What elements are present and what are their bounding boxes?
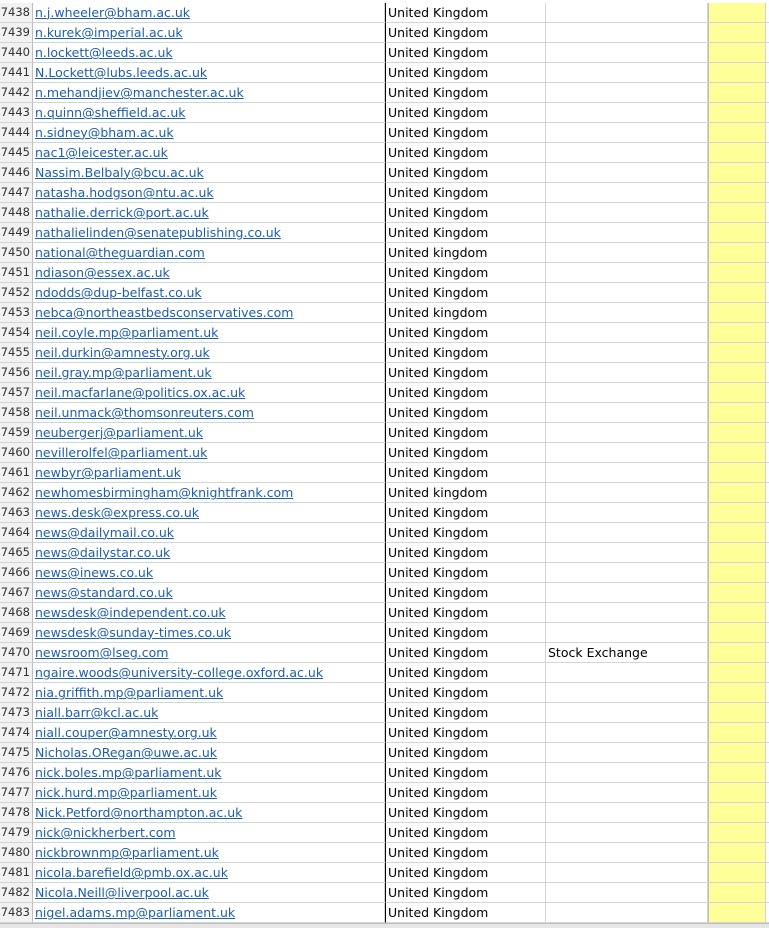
table-row xyxy=(0,843,769,863)
organization-cell[interactable] xyxy=(546,123,708,143)
organization-cell[interactable] xyxy=(546,143,708,163)
table-row xyxy=(0,463,769,483)
table-row xyxy=(0,383,769,403)
organization-cell[interactable] xyxy=(546,883,708,903)
table-row xyxy=(0,363,769,383)
table-row xyxy=(0,23,769,43)
row-number[interactable]: 7469 xyxy=(0,623,33,643)
row-number[interactable]: 7456 xyxy=(0,363,33,383)
table-row xyxy=(0,663,769,683)
table-row xyxy=(0,723,769,743)
country-cell[interactable]: United Kingdom xyxy=(385,663,546,683)
country-cell[interactable]: United Kingdom xyxy=(385,843,546,863)
highlighted-cell[interactable] xyxy=(708,423,766,443)
country-cell[interactable]: United Kingdom xyxy=(385,603,546,623)
organization-cell[interactable] xyxy=(546,63,708,83)
organization-cell[interactable] xyxy=(546,403,708,423)
email-cell[interactable]: neil.gray.mp@parliament.uk xyxy=(33,363,385,383)
organization-cell[interactable] xyxy=(546,683,708,703)
highlighted-cell[interactable] xyxy=(708,303,766,323)
table-row xyxy=(0,883,769,903)
country-cell[interactable]: United Kingdom xyxy=(385,363,546,383)
organization-cell[interactable] xyxy=(546,903,708,923)
email-cell[interactable]: national@theguardian.com xyxy=(33,243,385,263)
organization-cell[interactable] xyxy=(546,823,708,843)
country-cell[interactable]: United Kingdom xyxy=(385,743,546,763)
highlighted-cell[interactable] xyxy=(708,883,766,903)
row-number[interactable]: 7472 xyxy=(0,683,33,703)
table-row xyxy=(0,443,769,463)
email-cell[interactable]: nick.boles.mp@parliament.uk xyxy=(33,763,385,783)
table-row xyxy=(0,863,769,883)
country-cell[interactable]: United Kingdom xyxy=(385,783,546,803)
table-row xyxy=(0,183,769,203)
row-number[interactable]: 7458 xyxy=(0,403,33,423)
organization-cell[interactable] xyxy=(546,383,708,403)
email-cell[interactable]: nathalie.derrick@port.ac.uk xyxy=(33,203,385,223)
email-cell[interactable]: niall.couper@amnesty.org.uk xyxy=(33,723,385,743)
country-cell[interactable]: United Kingdom xyxy=(385,803,546,823)
email-cell[interactable]: ndiason@essex.ac.uk xyxy=(33,263,385,283)
email-cell[interactable]: n.j.wheeler@bham.ac.uk xyxy=(33,3,385,23)
country-cell[interactable]: United Kingdom xyxy=(385,123,546,143)
table-row xyxy=(0,763,769,783)
country-cell[interactable]: United kingdom xyxy=(385,483,546,503)
highlighted-cell[interactable] xyxy=(708,683,766,703)
country-cell[interactable]: United Kingdom xyxy=(385,863,546,883)
email-cell[interactable]: natasha.hodgson@ntu.ac.uk xyxy=(33,183,385,203)
row-number[interactable]: 7448 xyxy=(0,203,33,223)
email-cell[interactable]: news@dailystar.co.uk xyxy=(33,543,385,563)
email-cell[interactable]: news@standard.co.uk xyxy=(33,583,385,603)
highlighted-cell[interactable] xyxy=(708,763,766,783)
row-number[interactable]: 7483 xyxy=(0,903,33,923)
email-cell[interactable]: n.quinn@sheffield.ac.uk xyxy=(33,103,385,123)
country-cell[interactable]: United Kingdom xyxy=(385,143,546,163)
row-number[interactable]: 7457 xyxy=(0,383,33,403)
highlighted-cell[interactable] xyxy=(708,843,766,863)
highlighted-cell[interactable] xyxy=(708,463,766,483)
table-row xyxy=(0,523,769,543)
table-row xyxy=(0,643,769,663)
row-number[interactable]: 7473 xyxy=(0,703,33,723)
email-cell[interactable]: nia.griffith.mp@parliament.uk xyxy=(33,683,385,703)
country-cell[interactable]: United Kingdom xyxy=(385,103,546,123)
email-cell[interactable]: n.sidney@bham.ac.uk xyxy=(33,123,385,143)
table-row xyxy=(0,303,769,323)
table-row xyxy=(0,903,769,923)
organization-cell[interactable] xyxy=(546,243,708,263)
row-number[interactable]: 7474 xyxy=(0,723,33,743)
email-cell[interactable]: niall.barr@kcl.ac.uk xyxy=(33,703,385,723)
organization-cell[interactable] xyxy=(546,163,708,183)
organization-cell[interactable] xyxy=(546,83,708,103)
organization-cell[interactable] xyxy=(546,363,708,383)
organization-cell[interactable]: Stock Exchange xyxy=(546,643,708,663)
table-row xyxy=(0,103,769,123)
table-row xyxy=(0,163,769,183)
organization-cell[interactable] xyxy=(546,23,708,43)
highlighted-cell[interactable] xyxy=(708,223,766,243)
country-cell[interactable]: United Kingdom xyxy=(385,183,546,203)
row-number[interactable]: 7481 xyxy=(0,863,33,883)
table-row xyxy=(0,683,769,703)
organization-cell[interactable] xyxy=(546,263,708,283)
table-row xyxy=(0,283,769,303)
country-cell[interactable]: United Kingdom xyxy=(385,423,546,443)
email-cell[interactable]: ndodds@dup-belfast.co.uk xyxy=(33,283,385,303)
country-cell[interactable]: United Kingdom xyxy=(385,623,546,643)
organization-cell[interactable] xyxy=(546,543,708,563)
country-cell[interactable]: United Kingdom xyxy=(385,583,546,603)
table-row xyxy=(0,83,769,103)
email-cell[interactable]: ngaire.woods@university-college.oxford.ac.uk xyxy=(33,663,385,683)
country-cell[interactable]: United Kingdom xyxy=(385,83,546,103)
organization-cell[interactable] xyxy=(546,423,708,443)
organization-cell[interactable] xyxy=(546,843,708,863)
country-cell[interactable]: United Kingdom xyxy=(385,3,546,23)
table-row xyxy=(0,543,769,563)
row-number[interactable]: 7451 xyxy=(0,263,33,283)
highlighted-cell[interactable] xyxy=(708,343,766,363)
table-row xyxy=(0,343,769,363)
highlighted-cell[interactable] xyxy=(708,243,766,263)
country-cell[interactable]: United Kingdom xyxy=(385,683,546,703)
highlighted-cell[interactable] xyxy=(708,663,766,683)
row-number[interactable]: 7478 xyxy=(0,803,33,823)
table-row xyxy=(0,823,769,843)
row-number[interactable]: 7440 xyxy=(0,43,33,63)
highlighted-cell[interactable] xyxy=(708,123,766,143)
row-number[interactable]: 7443 xyxy=(0,103,33,123)
table-row xyxy=(0,623,769,643)
email-cell[interactable]: neil.unmack@thomsonreuters.com xyxy=(33,403,385,423)
email-cell[interactable]: n.kurek@imperial.ac.uk xyxy=(33,23,385,43)
highlighted-cell[interactable] xyxy=(708,583,766,603)
row-number[interactable]: 7439 xyxy=(0,23,33,43)
email-cell[interactable]: nathalielinden@senatepublishing.co.uk xyxy=(33,223,385,243)
highlighted-cell[interactable] xyxy=(708,443,766,463)
country-cell[interactable]: United Kingdom xyxy=(385,403,546,423)
organization-cell[interactable] xyxy=(546,103,708,123)
country-cell[interactable]: United Kingdom xyxy=(385,503,546,523)
table-row xyxy=(0,783,769,803)
email-cell[interactable]: Nicola.Neill@liverpool.ac.uk xyxy=(33,883,385,903)
table-row xyxy=(0,143,769,163)
table-row xyxy=(0,603,769,623)
table-row xyxy=(0,43,769,63)
organization-cell[interactable] xyxy=(546,223,708,243)
highlighted-cell[interactable] xyxy=(708,803,766,823)
row-number[interactable]: 7449 xyxy=(0,223,33,243)
highlighted-cell[interactable] xyxy=(708,103,766,123)
table-row xyxy=(0,563,769,583)
row-number[interactable]: 7471 xyxy=(0,663,33,683)
organization-cell[interactable] xyxy=(546,43,708,63)
row-number[interactable]: 7477 xyxy=(0,783,33,803)
country-cell[interactable]: United Kingdom xyxy=(385,543,546,563)
highlighted-cell[interactable] xyxy=(708,643,766,663)
email-cell[interactable]: neil.coyle.mp@parliament.uk xyxy=(33,323,385,343)
row-number[interactable]: 7453 xyxy=(0,303,33,323)
highlighted-cell[interactable] xyxy=(708,823,766,843)
email-cell[interactable]: newsdesk@independent.co.uk xyxy=(33,603,385,623)
row-number[interactable]: 7470 xyxy=(0,643,33,663)
highlighted-cell[interactable] xyxy=(708,863,766,883)
row-number[interactable]: 7476 xyxy=(0,763,33,783)
highlighted-cell[interactable] xyxy=(708,523,766,543)
table-row xyxy=(0,483,769,503)
table-row xyxy=(0,223,769,243)
row-number[interactable]: 7480 xyxy=(0,843,33,863)
email-cell[interactable]: nick@nickherbert.com xyxy=(33,823,385,843)
email-cell[interactable]: nick.hurd.mp@parliament.uk xyxy=(33,783,385,803)
email-cell[interactable]: nebca@northeastbedsconservatives.com xyxy=(33,303,385,323)
country-cell[interactable]: United Kingdom xyxy=(385,23,546,43)
table-row xyxy=(0,703,769,723)
highlighted-cell[interactable] xyxy=(708,903,766,923)
row-number[interactable]: 7447 xyxy=(0,183,33,203)
organization-cell[interactable] xyxy=(546,583,708,603)
table-row xyxy=(0,123,769,143)
table-row xyxy=(0,743,769,763)
organization-cell[interactable] xyxy=(546,623,708,643)
row-number[interactable]: 7468 xyxy=(0,603,33,623)
row-number[interactable]: 7479 xyxy=(0,823,33,843)
organization-cell[interactable] xyxy=(546,483,708,503)
country-cell[interactable]: United Kingdom xyxy=(385,443,546,463)
table-row xyxy=(0,803,769,823)
table-row xyxy=(0,423,769,443)
country-cell[interactable]: United Kingdom xyxy=(385,523,546,543)
organization-cell[interactable] xyxy=(546,783,708,803)
organization-cell[interactable] xyxy=(546,563,708,583)
row-number[interactable]: 7450 xyxy=(0,243,33,263)
row-number[interactable]: 7454 xyxy=(0,323,33,343)
email-cell[interactable]: n.mehandjiev@manchester.ac.uk xyxy=(33,83,385,103)
email-cell[interactable]: newhomesbirmingham@knightfrank.com xyxy=(33,483,385,503)
row-number[interactable]: 7452 xyxy=(0,283,33,303)
highlighted-cell[interactable] xyxy=(708,23,766,43)
organization-cell[interactable] xyxy=(546,3,708,23)
country-cell[interactable]: United kingdom xyxy=(385,243,546,263)
row-number[interactable]: 7463 xyxy=(0,503,33,523)
email-cell[interactable]: newsdesk@sunday-times.co.uk xyxy=(33,623,385,643)
row-number[interactable]: 7475 xyxy=(0,743,33,763)
highlighted-cell[interactable] xyxy=(708,743,766,763)
email-cell[interactable]: neil.durkin@amnesty.org.uk xyxy=(33,343,385,363)
table-row xyxy=(0,323,769,343)
highlighted-cell[interactable] xyxy=(708,163,766,183)
highlighted-cell[interactable] xyxy=(708,603,766,623)
row-number[interactable]: 7445 xyxy=(0,143,33,163)
row-number[interactable]: 7482 xyxy=(0,883,33,903)
table-row xyxy=(0,63,769,83)
row-number[interactable]: 7462 xyxy=(0,483,33,503)
email-cell[interactable]: neubergerj@parliament.uk xyxy=(33,423,385,443)
row-number[interactable]: 7461 xyxy=(0,463,33,483)
country-cell[interactable]: United Kingdom xyxy=(385,563,546,583)
email-cell[interactable]: n.lockett@leeds.ac.uk xyxy=(33,43,385,63)
highlighted-cell[interactable] xyxy=(708,403,766,423)
table-row xyxy=(0,263,769,283)
highlighted-cell[interactable] xyxy=(708,723,766,743)
table-row xyxy=(0,203,769,223)
country-cell[interactable]: United Kingdom xyxy=(385,643,546,663)
email-cell[interactable]: nicola.barefield@pmb.ox.ac.uk xyxy=(33,863,385,883)
email-cell[interactable]: neil.macfarlane@politics.ox.ac.uk xyxy=(33,383,385,403)
email-cell[interactable]: Nicholas.ORegan@uwe.ac.uk xyxy=(33,743,385,763)
row-number[interactable]: 7467 xyxy=(0,583,33,603)
organization-cell[interactable] xyxy=(546,603,708,623)
country-cell[interactable]: United Kingdom xyxy=(385,43,546,63)
country-cell[interactable]: United Kingdom xyxy=(385,63,546,83)
highlighted-cell[interactable] xyxy=(708,623,766,643)
country-cell[interactable]: United Kingdom xyxy=(385,703,546,723)
organization-cell[interactable] xyxy=(546,523,708,543)
highlighted-cell[interactable] xyxy=(708,3,766,23)
sheet-bottom-edge xyxy=(0,923,769,928)
highlighted-cell[interactable] xyxy=(708,143,766,163)
country-cell[interactable]: United Kingdom xyxy=(385,883,546,903)
highlighted-cell[interactable] xyxy=(708,563,766,583)
highlighted-cell[interactable] xyxy=(708,703,766,723)
highlighted-cell[interactable] xyxy=(708,83,766,103)
email-cell[interactable]: newsroom@lseg.com xyxy=(33,643,385,663)
row-number[interactable]: 7459 xyxy=(0,423,33,443)
row-number[interactable]: 7455 xyxy=(0,343,33,363)
table-row xyxy=(0,403,769,423)
organization-cell[interactable] xyxy=(546,763,708,783)
email-cell[interactable]: nac1@leicester.ac.uk xyxy=(33,143,385,163)
email-cell[interactable]: nevillerolfel@parliament.uk xyxy=(33,443,385,463)
organization-cell[interactable] xyxy=(546,803,708,823)
highlighted-cell[interactable] xyxy=(708,203,766,223)
country-cell[interactable]: United Kingdom xyxy=(385,283,546,303)
highlighted-cell[interactable] xyxy=(708,783,766,803)
country-cell[interactable]: United Kingdom xyxy=(385,343,546,363)
country-cell[interactable]: United kingdom xyxy=(385,303,546,323)
email-cell[interactable]: news@inews.co.uk xyxy=(33,563,385,583)
email-cell[interactable]: Nassim.Belbaly@bcu.ac.uk xyxy=(33,163,385,183)
row-number[interactable]: 7465 xyxy=(0,543,33,563)
email-cell[interactable]: nickbrownmp@parliament.uk xyxy=(33,843,385,863)
highlighted-cell[interactable] xyxy=(708,383,766,403)
row-number[interactable]: 7441 xyxy=(0,63,33,83)
organization-cell[interactable] xyxy=(546,203,708,223)
row-number[interactable]: 7464 xyxy=(0,523,33,543)
row-number[interactable]: 7442 xyxy=(0,83,33,103)
email-cell[interactable]: news.desk@express.co.uk xyxy=(33,503,385,523)
table-row xyxy=(0,503,769,523)
country-cell[interactable]: United Kingdom xyxy=(385,263,546,283)
organization-cell[interactable] xyxy=(546,663,708,683)
highlighted-cell[interactable] xyxy=(708,43,766,63)
email-cell[interactable]: nigel.adams.mp@parliament.uk xyxy=(33,903,385,923)
country-cell[interactable]: United Kingdom xyxy=(385,823,546,843)
highlighted-cell[interactable] xyxy=(708,503,766,523)
row-number[interactable]: 7460 xyxy=(0,443,33,463)
organization-cell[interactable] xyxy=(546,303,708,323)
country-cell[interactable]: United Kingdom xyxy=(385,763,546,783)
country-cell[interactable]: United Kingdom xyxy=(385,383,546,403)
highlighted-cell[interactable] xyxy=(708,183,766,203)
email-cell[interactable]: N.Lockett@lubs.leeds.ac.uk xyxy=(33,63,385,83)
organization-cell[interactable] xyxy=(546,343,708,363)
organization-cell[interactable] xyxy=(546,323,708,343)
highlighted-cell[interactable] xyxy=(708,483,766,503)
highlighted-cell[interactable] xyxy=(708,323,766,343)
country-cell[interactable]: United Kingdom xyxy=(385,323,546,343)
organization-cell[interactable] xyxy=(546,723,708,743)
email-cell[interactable]: Nick.Petford@northampton.ac.uk xyxy=(33,803,385,823)
country-cell[interactable]: United Kingdom xyxy=(385,163,546,183)
organization-cell[interactable] xyxy=(546,863,708,883)
country-cell[interactable]: United Kingdom xyxy=(385,903,546,923)
country-cell[interactable]: United Kingdom xyxy=(385,723,546,743)
row-number[interactable]: 7466 xyxy=(0,563,33,583)
organization-cell[interactable] xyxy=(546,463,708,483)
email-cell[interactable]: newbyr@parliament.uk xyxy=(33,463,385,483)
highlighted-cell[interactable] xyxy=(708,263,766,283)
organization-cell[interactable] xyxy=(546,743,708,763)
highlighted-cell[interactable] xyxy=(708,63,766,83)
row-number[interactable]: 7444 xyxy=(0,123,33,143)
country-cell[interactable]: United Kingdom xyxy=(385,463,546,483)
row-number[interactable]: 7446 xyxy=(0,163,33,183)
highlighted-cell[interactable] xyxy=(708,283,766,303)
row-number[interactable]: 7438 xyxy=(0,3,33,23)
country-cell[interactable]: United Kingdom xyxy=(385,203,546,223)
organization-cell[interactable] xyxy=(546,503,708,523)
organization-cell[interactable] xyxy=(546,183,708,203)
country-cell[interactable]: United Kingdom xyxy=(385,223,546,243)
organization-cell[interactable] xyxy=(546,703,708,723)
table-row xyxy=(0,583,769,603)
organization-cell[interactable] xyxy=(546,443,708,463)
organization-cell[interactable] xyxy=(546,283,708,303)
email-cell[interactable]: news@dailymail.co.uk xyxy=(33,523,385,543)
table-row xyxy=(0,243,769,263)
highlighted-cell[interactable] xyxy=(708,363,766,383)
highlighted-cell[interactable] xyxy=(708,543,766,563)
table-row xyxy=(0,3,769,23)
